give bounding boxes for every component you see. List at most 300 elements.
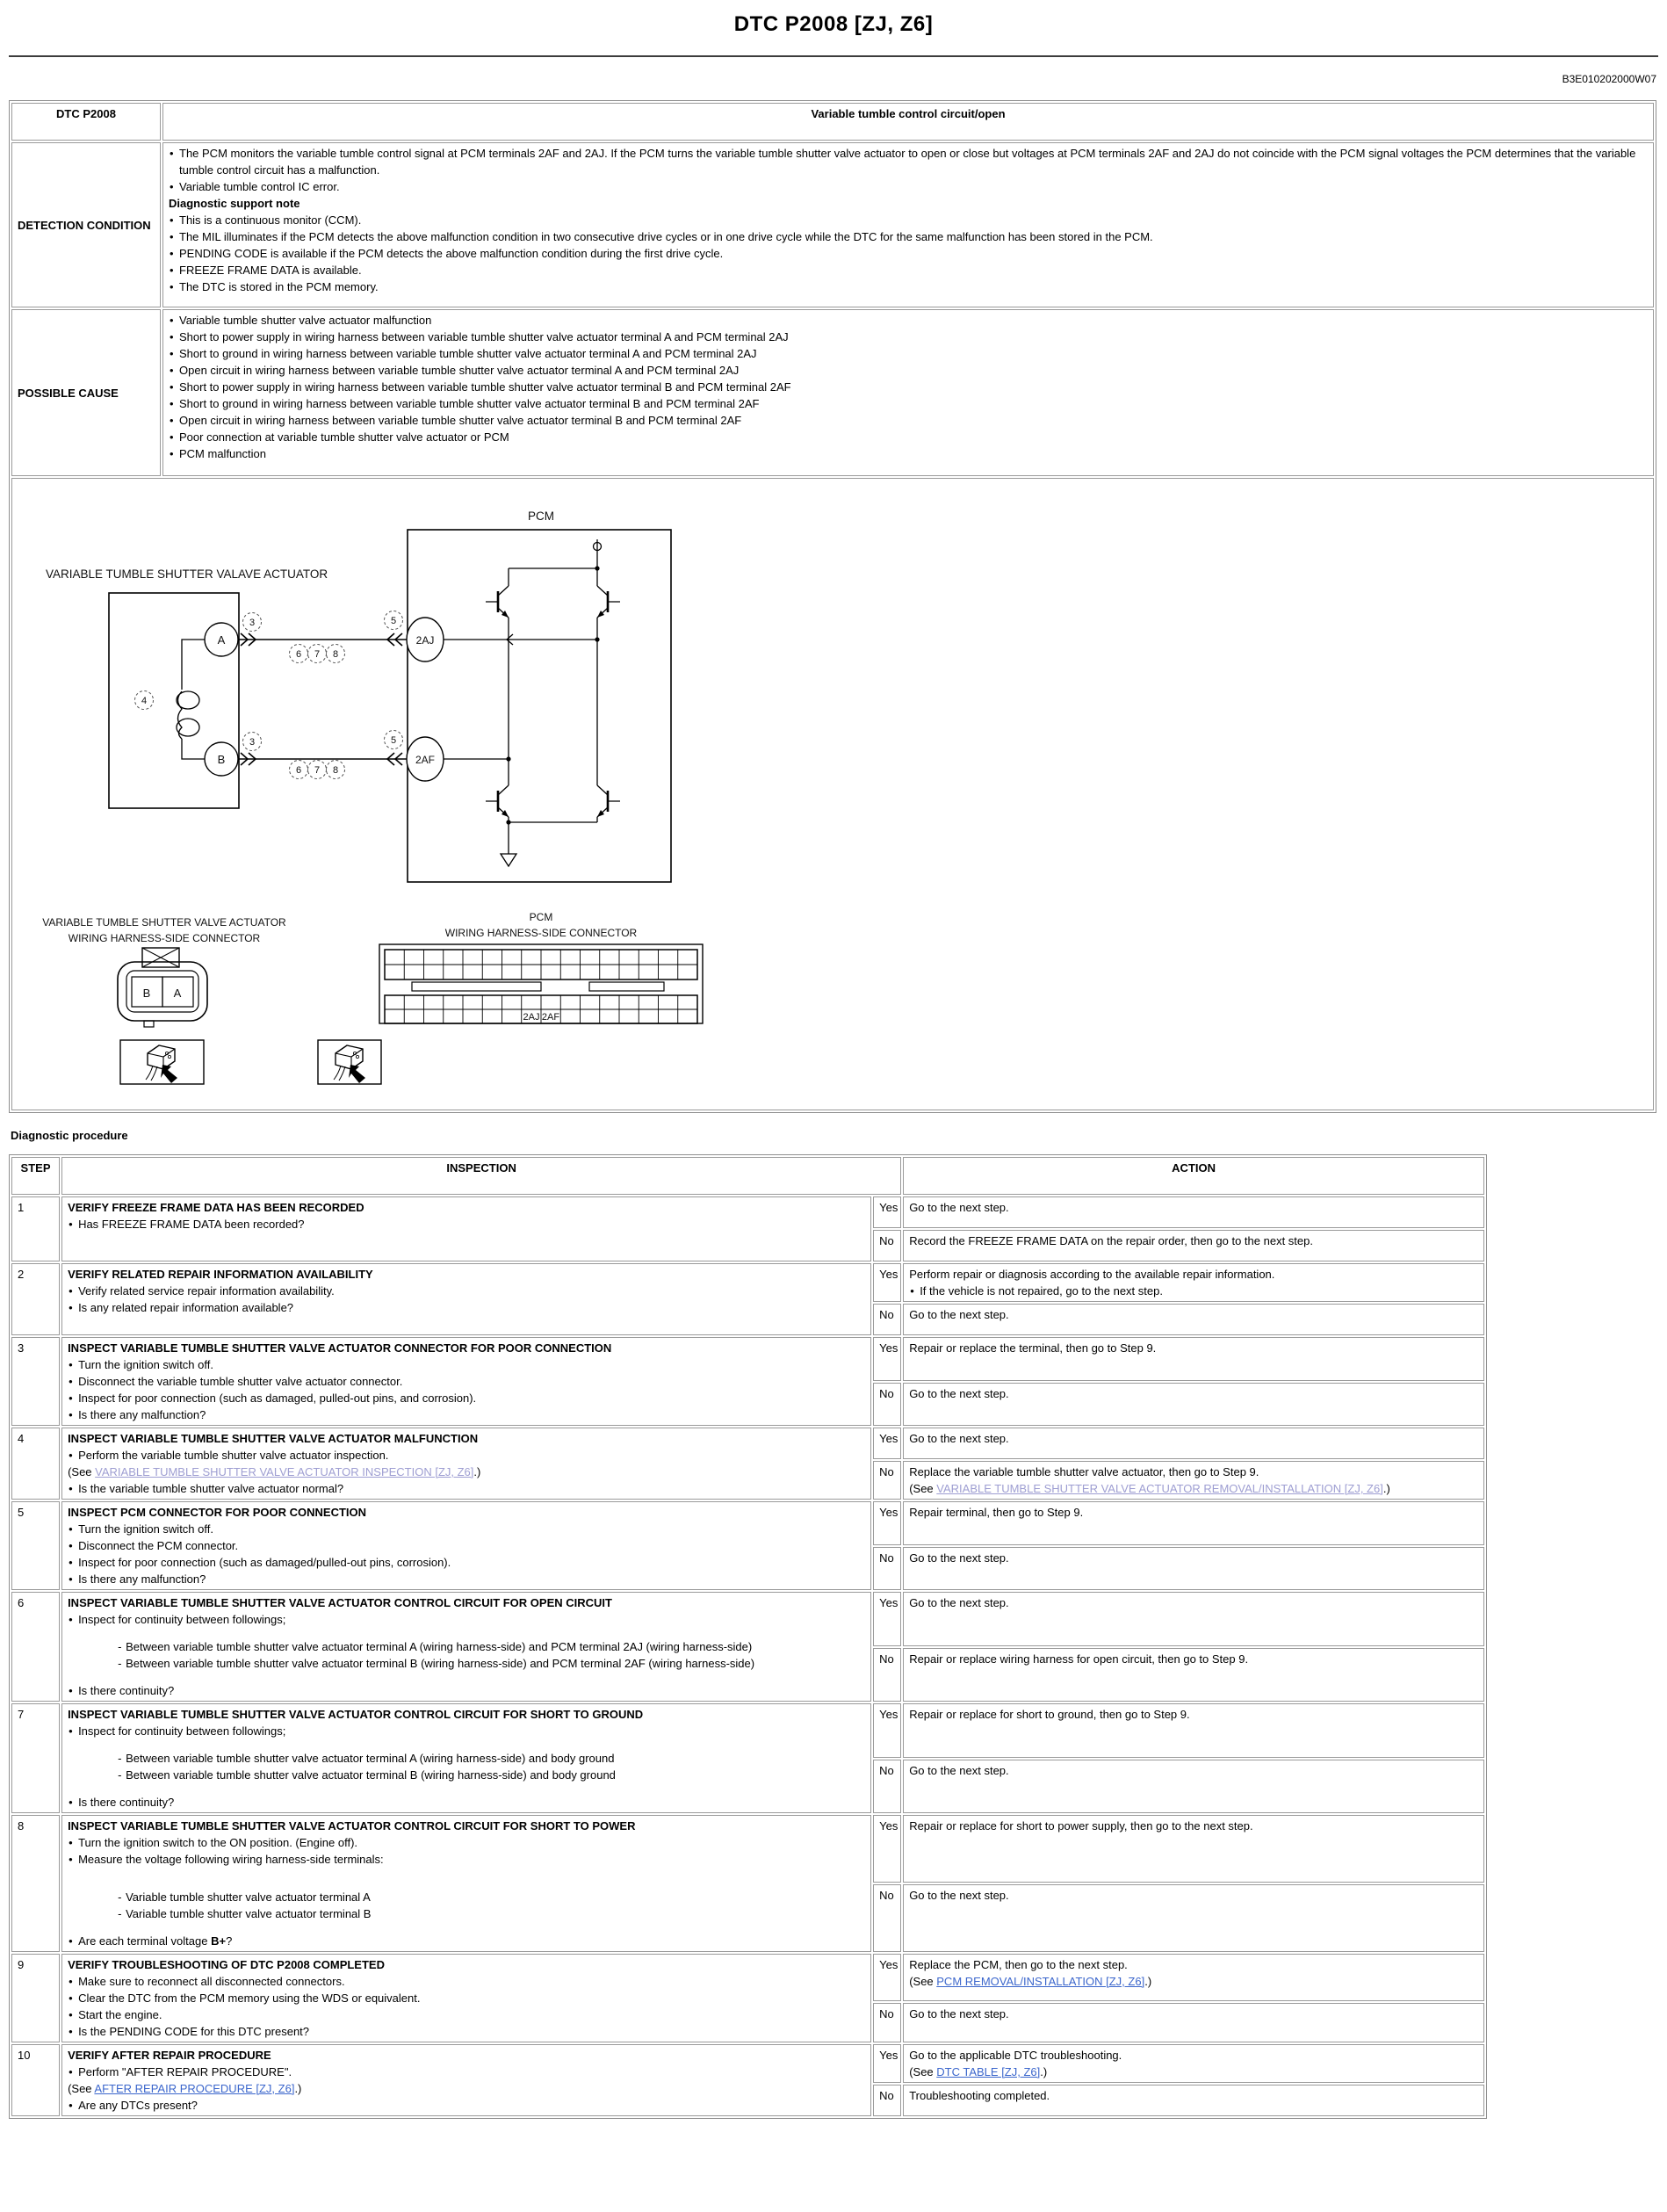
- text-line: [68, 2080, 865, 2097]
- text-span: B+: [211, 1934, 227, 1948]
- actuator-connector-icon-box: [120, 1040, 204, 1084]
- text-span: Measure the voltage following wiring harness-side terminals:: [78, 1853, 384, 1866]
- text-line: [169, 362, 1648, 379]
- action-cell: [903, 1428, 1484, 1459]
- action-cell: [903, 1196, 1484, 1228]
- text-span: .): [294, 2082, 302, 2095]
- grid-2aj-label: 2AJ: [523, 1012, 540, 1023]
- ref-8: 8: [332, 649, 339, 660]
- text-line: [68, 1750, 865, 1767]
- text-line: [909, 1973, 1478, 1990]
- text-line: [909, 1762, 1478, 1779]
- text-span: Replace the PCM, then go to the next step.: [909, 1958, 1128, 1971]
- step-number-cell: 2: [11, 1263, 60, 1335]
- grid-2af-label: 2AF: [541, 1012, 560, 1023]
- inspection-title: VERIFY TROUBLESHOOTING OF DTC P2008 COMPLETED: [68, 1958, 385, 1971]
- step-row: [11, 1428, 1484, 1459]
- text-span: Troubleshooting completed.: [909, 2089, 1050, 2102]
- step-number-cell: 8: [11, 1815, 60, 1952]
- text-line: [909, 1266, 1478, 1283]
- text-line: [909, 1480, 1478, 1497]
- text-span: .): [1144, 1975, 1152, 1988]
- text-line: [169, 278, 1648, 295]
- inspection-cell: [61, 1263, 871, 1335]
- step-row: [11, 1501, 1484, 1545]
- verdict-cell: No: [873, 1547, 901, 1591]
- text-line: [169, 178, 1648, 195]
- circuit-diagram-cell: [11, 478, 1654, 1110]
- text-span: Inspect for continuity between followings;: [78, 1724, 286, 1738]
- diagnostic-procedure-heading: Diagnostic procedure: [11, 1129, 128, 1142]
- step-row: [11, 1592, 1484, 1646]
- ref-4: 4: [141, 696, 148, 706]
- text-span: Go to the applicable DTC troubleshooting.: [909, 2049, 1122, 2062]
- terminal-b-label: B: [217, 753, 226, 766]
- terminal-arrows: [241, 633, 402, 765]
- possible-cause-cell: [162, 309, 1654, 476]
- text-line: [68, 1447, 865, 1464]
- inspection-title: VERIFY FREEZE FRAME DATA HAS BEEN RECORDED: [68, 1201, 364, 1214]
- text-span: Go to the next step.: [909, 1889, 1009, 1902]
- text-line: [909, 2064, 1478, 2080]
- action-cell: [903, 1230, 1484, 1261]
- ref-7: 7: [314, 649, 321, 660]
- text-line: [68, 1794, 865, 1811]
- verdict-cell: No: [873, 1884, 901, 1952]
- text-span: Go to the next step.: [909, 1596, 1009, 1609]
- text-line: [68, 1356, 865, 1373]
- text-line: [68, 1537, 865, 1554]
- text-line: [909, 1340, 1478, 1356]
- text-line: [169, 245, 1648, 262]
- text-span: Between variable tumble shutter valve actuator terminal B (wiring harness-side) and body ground: [126, 1768, 616, 1782]
- text-line: [68, 1990, 865, 2006]
- text-line: [909, 2006, 1478, 2022]
- step-number-cell: 1: [11, 1196, 60, 1261]
- text-line: [68, 1554, 865, 1571]
- verdict-cell: Yes: [873, 1337, 901, 1381]
- pcm-connector-drawing: [379, 911, 703, 1023]
- text-line: [909, 1306, 1478, 1323]
- verdict-cell: No: [873, 1760, 901, 1814]
- text-span: Go to the next step.: [909, 1386, 1009, 1400]
- verdict-cell: No: [873, 2003, 901, 2042]
- step-number-cell: 3: [11, 1337, 60, 1426]
- text-span: Repair or replace wiring harness for open circuit, then go to Step 9.: [909, 1652, 1249, 1666]
- text-span: Is there any malfunction?: [78, 1408, 206, 1421]
- document-link[interactable]: VARIABLE TUMBLE SHUTTER VALVE ACTUATOR INSPECTION [ZJ, Z6]: [95, 1465, 474, 1478]
- verdict-cell: Yes: [873, 1196, 901, 1228]
- terminal-a-label: A: [217, 633, 226, 647]
- action-cell: [903, 1884, 1484, 1952]
- actuator-connector-drawing: [42, 916, 286, 1027]
- column-header-inspection: INSPECTION: [61, 1157, 901, 1195]
- ref-6b: 6: [295, 765, 302, 776]
- text-span: Disconnect the PCM connector.: [78, 1539, 239, 1552]
- pcm-connector-label-1: PCM: [529, 911, 553, 923]
- text-span: Open circuit in wiring harness between variable tumble shutter valve actuator terminal B and PCM terminal 2AF: [179, 414, 742, 427]
- text-span: Turn the ignition switch to the ON position. (Engine off).: [78, 1836, 358, 1849]
- text-line: [68, 2023, 865, 2040]
- verdict-cell: Yes: [873, 1703, 901, 1758]
- text-line: [169, 262, 1648, 278]
- text-line: [68, 1464, 865, 1480]
- text-span: Has FREEZE FRAME DATA been recorded?: [78, 1218, 305, 1231]
- text-line: [909, 1956, 1478, 1973]
- text-span: If the vehicle is not repaired, go to the next step.: [920, 1284, 1163, 1298]
- ref-3b: 3: [249, 737, 256, 748]
- text-line: [909, 1651, 1478, 1667]
- text-span: FREEZE FRAME DATA is available.: [179, 264, 362, 277]
- inspection-cell: [61, 1815, 871, 1952]
- action-cell: [903, 2003, 1484, 2042]
- step-number-cell: 9: [11, 1954, 60, 2042]
- pcm-box: [408, 530, 671, 882]
- verdict-cell: Yes: [873, 1428, 901, 1459]
- text-span: Replace the variable tumble shutter valve actuator, then go to Step 9.: [909, 1465, 1259, 1478]
- diagnostic-procedure-table: [9, 1154, 1487, 2119]
- step-row: [11, 1954, 1484, 2001]
- action-cell: [903, 1648, 1484, 1702]
- text-line: [169, 145, 1648, 178]
- actuator-connector-label-1: VARIABLE TUMBLE SHUTTER VALVE ACTUATOR: [42, 916, 286, 929]
- text-line: [169, 412, 1648, 429]
- text-line: [68, 1834, 865, 1851]
- text-span: Short to ground in wiring harness between variable tumble shutter valve actuator terminal B and PCM terminal 2AF: [179, 397, 760, 410]
- step-number-cell: 5: [11, 1501, 60, 1590]
- pin-a-label: A: [173, 987, 182, 1000]
- verdict-cell: No: [873, 1230, 901, 1261]
- text-span: Verify related service repair information availability.: [78, 1284, 335, 1298]
- verdict-cell: No: [873, 1461, 901, 1500]
- column-header-action: ACTION: [903, 1157, 1484, 1195]
- step-row: [11, 1263, 1484, 1302]
- spacer: [68, 1922, 865, 1933]
- inspection-title: INSPECT VARIABLE TUMBLE SHUTTER VALVE ACTUATOR CONTROL CIRCUIT FOR SHORT TO POWER: [68, 1819, 636, 1832]
- actuator-connector-label-2: WIRING HARNESS-SIDE CONNECTOR: [68, 932, 261, 944]
- verdict-cell: No: [873, 1383, 901, 1427]
- inspection-title: INSPECT VARIABLE TUMBLE SHUTTER VALVE ACTUATOR CONTROL CIRCUIT FOR OPEN CIRCUIT: [68, 1596, 612, 1609]
- text-span: Repair or replace for short to power supply, then go to the next step.: [909, 1819, 1253, 1832]
- possible-cause-label: POSSIBLE CAUSE: [11, 309, 161, 476]
- ref-7b: 7: [314, 765, 321, 776]
- action-cell: [903, 1304, 1484, 1335]
- text-line: [909, 1199, 1478, 1216]
- verdict-cell: No: [873, 1648, 901, 1702]
- text-line: [68, 1655, 865, 1672]
- text-span: The DTC is stored in the PCM memory.: [179, 280, 379, 293]
- text-span: Poor connection at variable tumble shutter valve actuator or PCM: [179, 430, 509, 444]
- text-span: Clear the DTC from the PCM memory using the WDS or equivalent.: [78, 1992, 421, 2005]
- action-cell: [903, 1760, 1484, 1814]
- inspection-cell: [61, 1196, 871, 1261]
- text-line: [68, 1611, 865, 1628]
- text-span: Short to power supply in wiring harness between variable tumble shutter valve actuator terminal B and PCM terminal 2AF: [179, 380, 791, 394]
- text-span: Start the engine.: [78, 2008, 162, 2021]
- inspection-title: VERIFY RELATED REPAIR INFORMATION AVAILABILITY: [68, 1268, 373, 1281]
- text-span: (See: [909, 1975, 937, 1988]
- verdict-cell: Yes: [873, 1815, 901, 1883]
- ref-3: 3: [249, 618, 256, 628]
- action-cell: [903, 1703, 1484, 1758]
- text-span: Go to the next step.: [909, 1308, 1009, 1321]
- text-line: [68, 1905, 865, 1922]
- step-row: [11, 1337, 1484, 1381]
- inspection-cell: [61, 1501, 871, 1590]
- step-row: [11, 2044, 1484, 2083]
- text-line: [169, 195, 1648, 212]
- text-line: [169, 445, 1648, 462]
- text-line: [909, 1550, 1478, 1566]
- text-span: Is any related repair information available?: [78, 1301, 294, 1314]
- text-span: Perform the variable tumble shutter valve actuator inspection.: [78, 1449, 389, 1462]
- inspection-cell: [61, 2044, 871, 2116]
- text-line: [68, 1767, 865, 1783]
- text-span: Repair or replace the terminal, then go to Step 9.: [909, 1341, 1157, 1355]
- spacer: [68, 1783, 865, 1794]
- page-title: DTC P2008 [ZJ, Z6]: [733, 12, 934, 36]
- verdict-cell: No: [873, 1304, 901, 1335]
- text-line: [169, 345, 1648, 362]
- text-line: [68, 1638, 865, 1655]
- text-line: [68, 2097, 865, 2114]
- text-line: [909, 1464, 1478, 1480]
- text-span: PENDING CODE is available if the PCM detects the above malfunction condition during the first drive cycle.: [179, 247, 724, 260]
- text-span: Record the FREEZE FRAME DATA on the repair order, then go to the next step.: [909, 1234, 1313, 1247]
- text-span: Is there continuity?: [78, 1684, 175, 1697]
- step-row: [11, 1196, 1484, 1228]
- verdict-cell: Yes: [873, 1501, 901, 1545]
- text-span: Go to the next step.: [909, 1551, 1009, 1565]
- text-span: Between variable tumble shutter valve actuator terminal B (wiring harness-side) and PCM terminal 2AF (wiring harness-side): [126, 1657, 755, 1670]
- inspection-cell: [61, 1592, 871, 1702]
- actuator-label: VARIABLE TUMBLE SHUTTER VALAVE ACTUATOR: [46, 567, 328, 581]
- inspection-title: INSPECT PCM CONNECTOR FOR POOR CONNECTION: [68, 1506, 367, 1519]
- step-number-cell: 4: [11, 1428, 60, 1500]
- ref-5b: 5: [390, 735, 397, 746]
- text-span: Perform "AFTER REPAIR PROCEDURE".: [78, 2065, 292, 2078]
- inspection-cell: [61, 1337, 871, 1426]
- text-line: [169, 329, 1648, 345]
- text-span: Disconnect the variable tumble shutter valve actuator connector.: [78, 1375, 403, 1388]
- spacer: [68, 1672, 865, 1682]
- text-line: [68, 1283, 865, 1299]
- text-line: [68, 1933, 865, 1949]
- text-span: Inspect for poor connection (such as damaged/pulled-out pins, corrosion).: [78, 1556, 451, 1569]
- step-number-cell: 6: [11, 1592, 60, 1702]
- action-cell: [903, 1461, 1484, 1500]
- text-line: [909, 2087, 1478, 2104]
- text-line: [169, 228, 1648, 245]
- text-line: [68, 1889, 865, 1905]
- text-span: Turn the ignition switch off.: [78, 1358, 213, 1371]
- text-line: [68, 1406, 865, 1423]
- text-span: (See: [68, 2082, 95, 2095]
- spacer: [68, 1628, 865, 1638]
- document-code: B3E010202000W07: [1562, 73, 1656, 85]
- text-line: [909, 1430, 1478, 1447]
- text-span: Variable tumble shutter valve actuator terminal A: [126, 1890, 371, 1904]
- text-span: .): [1382, 1482, 1390, 1495]
- text-span: ?: [226, 1934, 233, 1948]
- text-line: [68, 1973, 865, 1990]
- action-cell: [903, 2085, 1484, 2116]
- inspection-title: INSPECT VARIABLE TUMBLE SHUTTER VALVE ACTUATOR CONTROL CIRCUIT FOR SHORT TO GROUND: [68, 1708, 644, 1721]
- dtc-code-cell: DTC P2008: [11, 103, 161, 141]
- text-span: Is the variable tumble shutter valve actuator normal?: [78, 1482, 344, 1495]
- text-line: [68, 1216, 865, 1233]
- text-line: [169, 379, 1648, 395]
- spacer: [68, 1878, 865, 1889]
- text-line: [909, 1283, 1478, 1299]
- document-link[interactable]: PCM REMOVAL/INSTALLATION [ZJ, Z6]: [936, 1975, 1145, 1988]
- text-span: Open circuit in wiring harness between variable tumble shutter valve actuator terminal A and PCM terminal 2AJ: [179, 364, 740, 377]
- text-span: (See: [909, 2065, 937, 2078]
- reference-callouts: [135, 611, 403, 779]
- action-cell: [903, 1547, 1484, 1591]
- text-span: Go to the next step.: [909, 1432, 1009, 1445]
- text-line: [68, 1299, 865, 1316]
- action-cell: [903, 1383, 1484, 1427]
- text-span: Is there any malfunction?: [78, 1572, 206, 1586]
- inspection-title: VERIFY AFTER REPAIR PROCEDURE: [68, 2049, 271, 2062]
- text-span: .): [473, 1465, 481, 1478]
- ref-6: 6: [295, 649, 302, 660]
- text-line: [169, 395, 1648, 412]
- verdict-cell: Yes: [873, 1263, 901, 1302]
- text-span: Variable tumble control IC error.: [179, 180, 340, 193]
- verdict-cell: Yes: [873, 1954, 901, 2001]
- action-cell: [903, 1592, 1484, 1646]
- inspection-cell: [61, 1428, 871, 1500]
- step-number-cell: 7: [11, 1703, 60, 1813]
- verdict-cell: No: [873, 2085, 901, 2116]
- text-line: [68, 2064, 865, 2080]
- text-line: [909, 1594, 1478, 1611]
- text-line: [909, 2047, 1478, 2064]
- document-link[interactable]: VARIABLE TUMBLE SHUTTER VALVE ACTUATOR REMOVAL/INSTALLATION [ZJ, Z6]: [936, 1482, 1383, 1495]
- spacer: [68, 1739, 865, 1750]
- document-link[interactable]: AFTER REPAIR PROCEDURE [ZJ, Z6]: [94, 2082, 295, 2095]
- text-span: Go to the next step.: [909, 1763, 1009, 1777]
- action-cell: [903, 1954, 1484, 2001]
- action-cell: [903, 1501, 1484, 1545]
- text-span: Diagnostic support note: [169, 197, 300, 210]
- action-cell: [903, 2044, 1484, 2083]
- document-link[interactable]: DTC TABLE [ZJ, Z6]: [936, 2065, 1041, 2078]
- text-line: [909, 1818, 1478, 1834]
- text-span: .): [1040, 2065, 1048, 2078]
- text-span: (See: [68, 1465, 96, 1478]
- circuit-diagram: [12, 479, 1656, 1105]
- text-span: Repair or replace for short to ground, then go to Step 9.: [909, 1708, 1190, 1721]
- text-span: Inspect for continuity between followings;: [78, 1613, 286, 1626]
- text-span: The MIL illuminates if the PCM detects the above malfunction condition in two consecutive drive cycles or in one drive cycle while the DTC for the same malfunction has been stored in the PCM.: [179, 230, 1153, 243]
- text-line: [169, 429, 1648, 445]
- text-line: [68, 1682, 865, 1699]
- text-line: [169, 312, 1648, 329]
- text-line: [68, 1480, 865, 1497]
- text-span: Variable tumble shutter valve actuator terminal B: [126, 1907, 372, 1920]
- text-span: (See: [909, 1482, 937, 1495]
- text-span: Go to the next step.: [909, 2007, 1009, 2021]
- action-cell: [903, 1337, 1484, 1381]
- junction-dots: [506, 566, 599, 824]
- actuator-coil: [177, 640, 205, 759]
- text-span: Variable tumble shutter valve actuator malfunction: [179, 314, 432, 327]
- text-span: Are any DTCs present?: [78, 2099, 198, 2112]
- text-span: Is the PENDING CODE for this DTC present?: [78, 2025, 310, 2038]
- text-span: Turn the ignition switch off.: [78, 1522, 213, 1536]
- text-line: [68, 1373, 865, 1390]
- ref-5: 5: [390, 616, 397, 626]
- text-span: The PCM monitors the variable tumble control signal at PCM terminals 2AF and 2AJ. If the PCM turns the variable tumble shutter valve actuator to open or close but voltages at PCM terminals 2AF and 2AJ do not coincide with the PCM signal voltages the PCM determines that the variable tumble control circuit has a malfunction.: [179, 147, 1636, 177]
- text-line: [909, 1504, 1478, 1521]
- step-row: [11, 1815, 1484, 1883]
- pcm-connector-icon-box: [318, 1040, 381, 1084]
- text-span: Make sure to reconnect all disconnected connectors.: [78, 1975, 345, 1988]
- text-span: Inspect for poor connection (such as damaged, pulled-out pins, and corrosion).: [78, 1392, 477, 1405]
- text-span: Short to ground in wiring harness between variable tumble shutter valve actuator terminal A and PCM terminal 2AJ: [179, 347, 757, 360]
- ref-8b: 8: [332, 765, 339, 776]
- text-span: Between variable tumble shutter valve actuator terminal A (wiring harness-side) and body ground: [126, 1752, 615, 1765]
- pcm-connector-label-2: WIRING HARNESS-SIDE CONNECTOR: [444, 927, 638, 939]
- title-divider: [9, 55, 1658, 57]
- pcm-label: PCM: [528, 510, 554, 523]
- text-span: This is a continuous monitor (CCM).: [179, 213, 362, 227]
- possible-cause-text: [169, 312, 1648, 462]
- text-line: [68, 1851, 865, 1868]
- dtc-description-cell: Variable tumble control circuit/open: [162, 103, 1654, 141]
- text-line: [68, 1390, 865, 1406]
- detection-condition-text: [169, 145, 1648, 295]
- text-span: Is there continuity?: [78, 1796, 175, 1809]
- text-span: PCM malfunction: [179, 447, 266, 460]
- text-line: [909, 1233, 1478, 1249]
- spacer: [68, 1868, 865, 1878]
- pcm-internal-circuit: [444, 539, 620, 866]
- step-row: [11, 1703, 1484, 1758]
- pin-b-label: B: [142, 987, 151, 1000]
- inspection-title: INSPECT VARIABLE TUMBLE SHUTTER VALVE ACTUATOR CONNECTOR FOR POOR CONNECTION: [68, 1341, 612, 1355]
- step-number-cell: 10: [11, 2044, 60, 2116]
- column-header-step: STEP: [11, 1157, 60, 1195]
- terminal-2aj-label: 2AJ: [415, 634, 435, 647]
- text-span: Perform repair or diagnosis according to the available repair information.: [909, 1268, 1275, 1281]
- detection-condition-cell: [162, 142, 1654, 307]
- inspection-title: INSPECT VARIABLE TUMBLE SHUTTER VALVE ACTUATOR MALFUNCTION: [68, 1432, 479, 1445]
- action-cell: [903, 1263, 1484, 1302]
- terminal-2af-label: 2AF: [415, 754, 436, 766]
- text-line: [169, 212, 1648, 228]
- inspection-cell: [61, 1954, 871, 2042]
- text-line: [68, 1571, 865, 1587]
- verdict-cell: Yes: [873, 2044, 901, 2083]
- text-line: [909, 1385, 1478, 1402]
- detection-condition-label: DETECTION CONDITION: [11, 142, 161, 307]
- inspection-cell: [61, 1703, 871, 1813]
- action-cell: [903, 1815, 1484, 1883]
- text-line: [909, 1887, 1478, 1904]
- text-line: [68, 1521, 865, 1537]
- text-span: Are each terminal voltage: [78, 1934, 212, 1948]
- dtc-summary-table: [9, 100, 1656, 1113]
- verdict-cell: Yes: [873, 1592, 901, 1646]
- text-line: [909, 1706, 1478, 1723]
- text-span: Between variable tumble shutter valve actuator terminal A (wiring harness-side) and PCM terminal 2AJ (wiring harness-side): [126, 1640, 753, 1653]
- text-line: [68, 1723, 865, 1739]
- text-span: Repair terminal, then go to Step 9.: [909, 1506, 1084, 1519]
